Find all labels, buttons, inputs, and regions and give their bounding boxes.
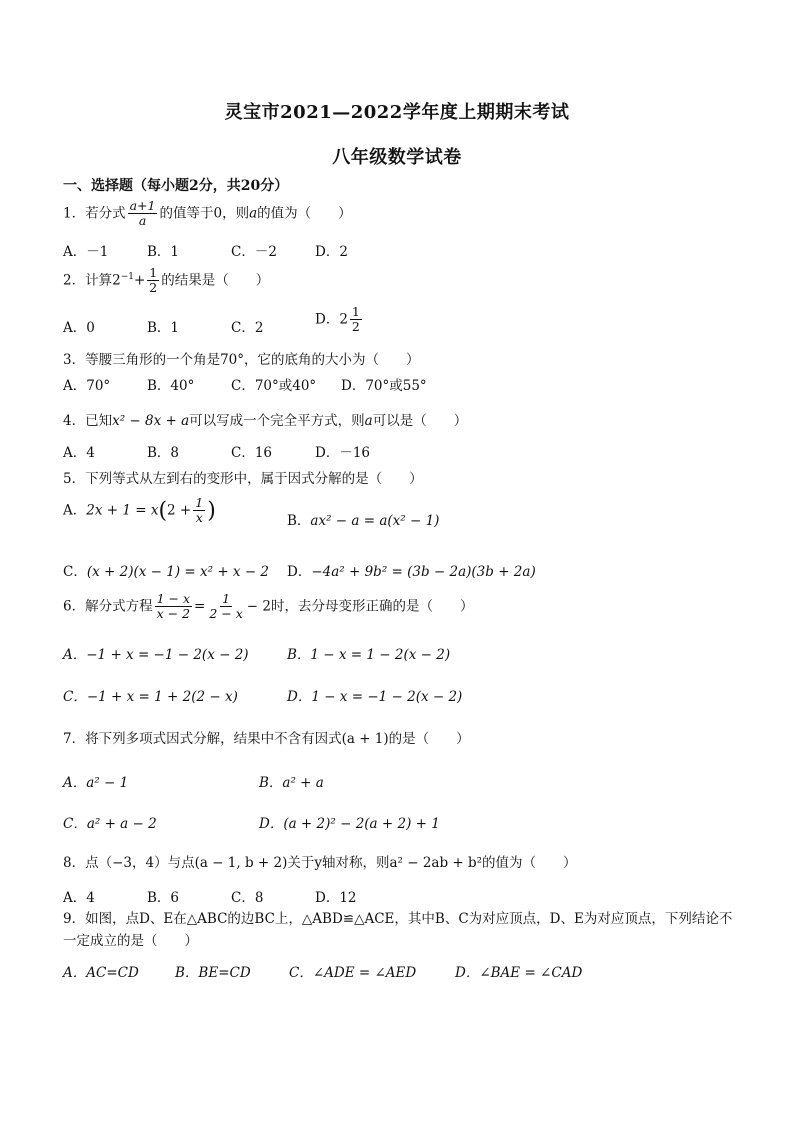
q6-option-c: C．−1 + x = 1 + 2(2 − x) xyxy=(63,689,238,705)
question-8: 8．点（−3，4）与点(a − 1, b + 2)关于y轴对称，则a² − 2ab + b²的值为（ ） xyxy=(63,855,577,871)
question-6: 6．解分式方程 $\frac{1 - x}{x - 2}$ = $\frac{1}{2 - x}$ − 2时，去分母变形正确的是（ ） xyxy=(63,591,474,622)
q2-option-b: B．1 xyxy=(147,320,180,336)
question-5: 5．下列等式从左到右的变形中，属于因式分解的是（ ） xyxy=(63,471,423,487)
q2-option-a: A．0 xyxy=(63,320,95,336)
q7-option-d: D．(a + 2)² − 2(a + 2) + 1 xyxy=(259,816,440,832)
q4-option-d: D．－16 xyxy=(315,445,371,461)
q7-option-b: B．a² + a xyxy=(259,775,324,791)
question-1: 1．若分式 $\frac{a+1}{a}$ 的值等于0，则a的值为（ ） xyxy=(63,198,352,229)
question-7: 7．将下列多项式因式分解，结果中不含有因式(a + 1)的是（ ） xyxy=(63,731,470,747)
q5-option-a: A．2x + 1 = x(2 + $\frac{1}{x}$ ) xyxy=(63,495,216,526)
question-9: 9．如图，点D、E在△ABC的边BC上，△ABD≌△ACE，其中B、C为对应顶点，D、E为对应顶点，下列结论不一定成立的是（ ） xyxy=(63,911,733,949)
exam-title: 灵宝市2021—2022学年度上期期末考试 xyxy=(224,102,570,123)
q6-option-b: B．1 − x = 1 − 2(x − 2) xyxy=(287,647,451,663)
q1-option-c: C．－2 xyxy=(231,244,277,260)
q9-option-c: C．∠ADE = ∠AED xyxy=(289,965,417,981)
q1-fraction: $\frac{a+1}{a}$ xyxy=(129,198,156,229)
question-2: 2．计算$2^{-1}+$ $\frac{1}{2}$ 的结果是（ ） xyxy=(63,265,270,296)
q1-option-d: D．2 xyxy=(315,244,348,260)
question-4: 4．已知x² − 8x + a可以写成一个完全平方式，则a可以是（ ） xyxy=(63,413,468,429)
q2-option-c: C．2 xyxy=(231,320,264,336)
q8-option-c: C．8 xyxy=(231,890,264,906)
q2-fraction: $\frac{1}{2}$ xyxy=(149,265,158,296)
q9-option-b: B．BE=CD xyxy=(175,965,251,981)
q3-option-a: A．70° xyxy=(63,378,111,394)
q2-option-d: D．2 $\frac{1}{2}$ xyxy=(315,304,360,335)
question-3: 3．等腰三角形的一个角是70°，它的底角的大小为（ ） xyxy=(63,352,420,368)
q1-option-b: B．1 xyxy=(147,244,180,260)
q7-option-a: A．a² − 1 xyxy=(63,775,129,791)
q9-option-d: D．∠BAE = ∠CAD xyxy=(455,965,583,981)
q7-option-c: C．a² + a − 2 xyxy=(63,816,157,832)
q3-option-d: D．70°或55° xyxy=(341,378,427,394)
q4-option-c: C．16 xyxy=(231,445,273,461)
q8-option-d: D．12 xyxy=(315,890,357,906)
q3-option-b: B．40° xyxy=(147,378,195,394)
q4-option-b: B．8 xyxy=(147,445,180,461)
q1-option-a: A．－1 xyxy=(63,244,109,260)
section-heading: 一、选择题（每小题2分，共20分） xyxy=(63,178,289,194)
exam-subtitle: 八年级数学试卷 xyxy=(332,147,462,168)
q8-option-a: A．4 xyxy=(63,890,95,906)
q5-option-c: C．(x + 2)(x − 1) = x² + x − 2 xyxy=(63,564,270,580)
q3-option-c: C．70°或40° xyxy=(231,378,317,394)
q5-option-b: B．ax² − a = a(x² − 1) xyxy=(287,513,440,529)
q9-option-a: A．AC=CD xyxy=(63,965,139,981)
q4-option-a: A．4 xyxy=(63,445,95,461)
q6-option-d: D．1 − x = −1 − 2(x − 2) xyxy=(287,689,463,705)
q6-option-a: A．−1 + x = −1 − 2(x − 2) xyxy=(63,647,249,663)
q8-option-b: B．6 xyxy=(147,890,180,906)
q5-option-d: D．−4a² + 9b² = (3b − 2a)(3b + 2a) xyxy=(287,564,536,580)
